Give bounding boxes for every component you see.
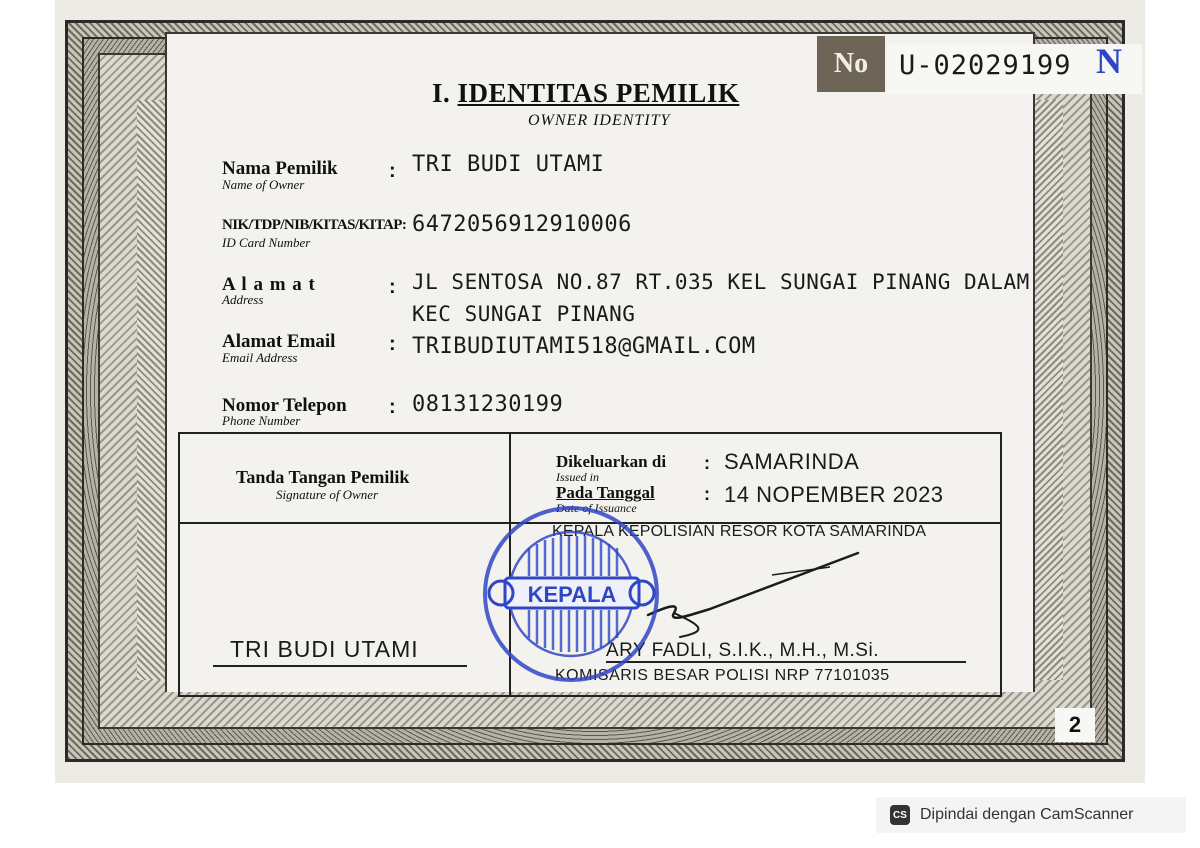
colon: : <box>389 333 396 355</box>
document-number-suffix: N <box>1096 41 1122 81</box>
email-label: Alamat Email <box>222 331 336 352</box>
official-name: ARY FADLI, S.I.K., M.H., M.Si. <box>606 640 879 661</box>
section-title <box>432 78 739 109</box>
owner-name-value: TRI BUDI UTAMI <box>412 152 605 177</box>
number-label: No <box>833 48 869 79</box>
email-sublabel: Email Address <box>222 350 298 365</box>
side-pattern-right <box>1033 100 1063 680</box>
colon: : <box>704 453 710 473</box>
id-label: NIK/TDP/NIB/KITAS/KITAP: <box>222 217 407 233</box>
issued-date-label: Pada Tanggal <box>556 483 655 502</box>
phone-value: 08131230199 <box>412 392 564 417</box>
colon: : <box>704 484 710 504</box>
issued-date-value: 14 NOPEMBER 2023 <box>724 482 944 507</box>
page-number: 2 <box>1055 708 1095 742</box>
side-pattern-left <box>137 100 167 680</box>
camscanner-caption: Dipindai dengan CamScanner <box>920 806 1134 823</box>
owner-signature-label: Tanda Tangan Pemilik <box>236 467 410 487</box>
owner-signature-line <box>213 665 467 667</box>
address-value-line1: JL SENTOSA NO.87 RT.035 KEL SUNGAI PINANG DALAM <box>412 270 1030 294</box>
section-title-prefix: I. <box>432 78 451 108</box>
colon: : <box>389 396 396 418</box>
official-signature <box>640 545 880 655</box>
phone-sublabel: Phone Number <box>222 413 301 428</box>
address-value-line2: KEC SUNGAI PINANG <box>412 302 636 326</box>
issued-in-label: Dikeluarkan di <box>556 452 667 471</box>
colon: : <box>389 276 396 298</box>
address-label: A l a m a t <box>222 274 316 295</box>
phone-label: Nomor Telepon <box>222 395 347 416</box>
document-number: U-02029199 <box>887 44 1142 94</box>
name-label: Nama Pemilik <box>222 158 338 179</box>
official-rank: KOMISARIS BESAR POLISI NRP 77101035 <box>555 667 890 684</box>
number-label-box <box>817 36 885 92</box>
owner-signature-name: TRI BUDI UTAMI <box>230 636 419 662</box>
address-sublabel: Address <box>222 292 264 307</box>
email-value: TRIBUDIUTAMI518@GMAIL.COM <box>412 334 756 359</box>
issued-date-sublabel: Date of Issuance <box>556 501 637 515</box>
stamp-center-text: KEPALA <box>527 582 617 607</box>
issued-in-value: SAMARINDA <box>724 449 860 474</box>
name-sublabel: Name of Owner <box>222 177 305 192</box>
issued-in-sublabel: Issued in <box>556 470 599 484</box>
section-subtitle: OWNER IDENTITY <box>528 112 671 129</box>
camscanner-logo-icon: CS <box>890 805 910 825</box>
issuer-title: KEPALA KEPOLISIAN RESOR KOTA SAMARINDA <box>552 523 927 540</box>
official-stamp <box>479 502 664 687</box>
id-sublabel: ID Card Number <box>222 235 311 250</box>
camscanner-watermark <box>876 797 1186 833</box>
owner-signature-sublabel: Signature of Owner <box>276 487 379 502</box>
section-title-text: IDENTITAS PEMILIK <box>457 78 740 108</box>
colon: : <box>389 160 396 182</box>
id-number-value: 6472056912910006 <box>412 212 632 237</box>
